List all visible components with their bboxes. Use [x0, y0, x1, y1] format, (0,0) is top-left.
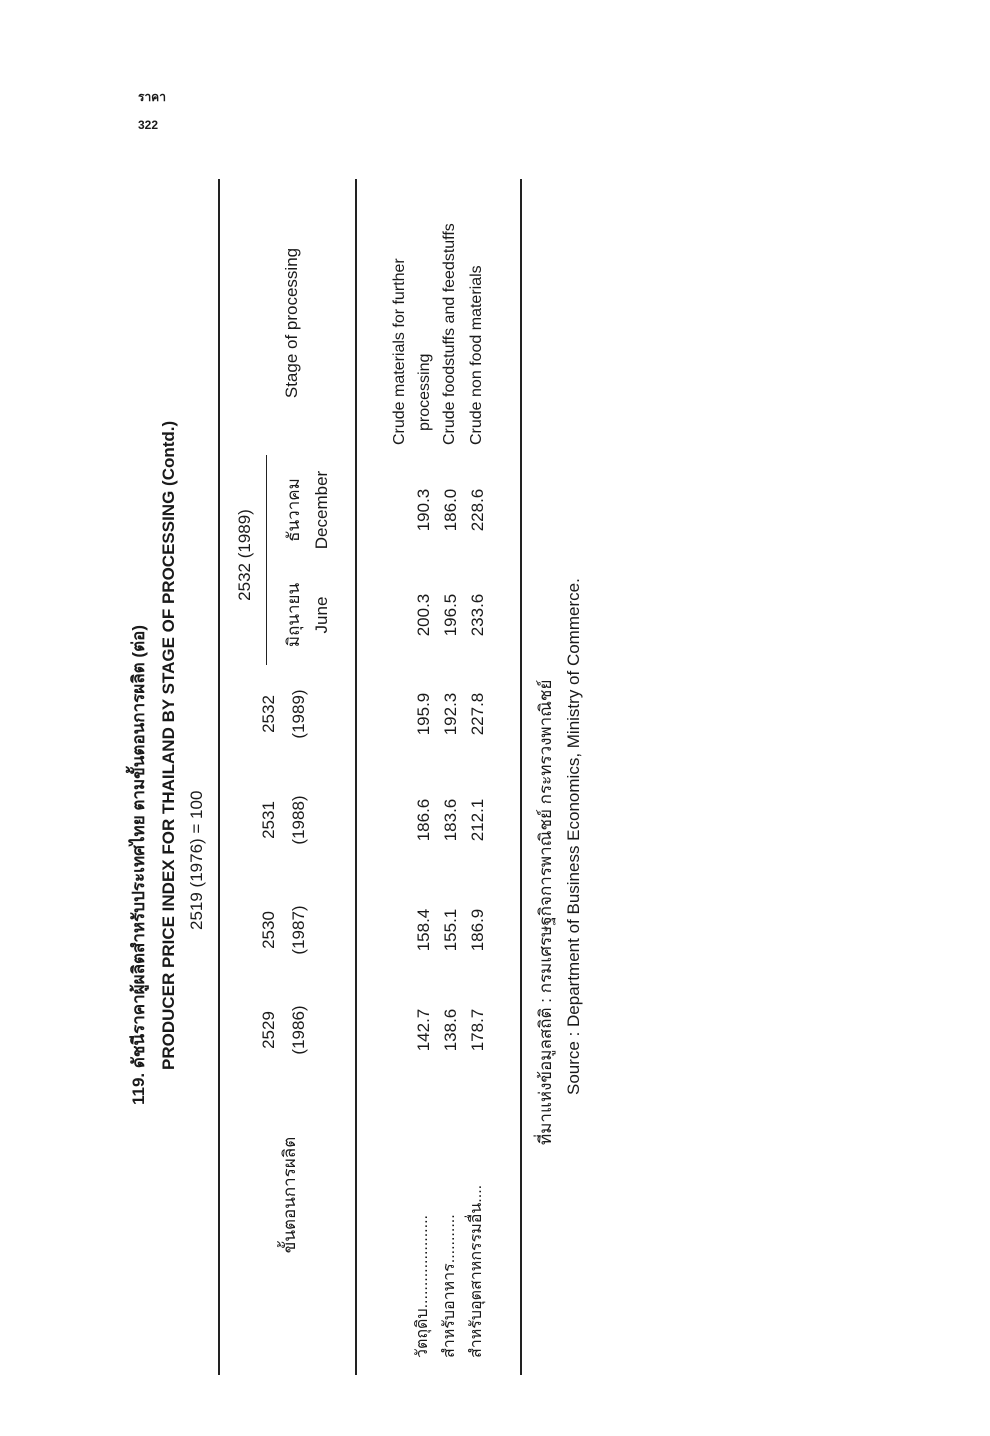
row-label-english: Crude materials for further [391, 258, 408, 445]
row-label-thai: สำหรับอาหาร........... [441, 1214, 458, 1358]
cell-value: 138.6 [441, 1008, 460, 1052]
source-thai: ที่มาแห่งข้อมูลสถิติ : กรมเศรษฐกิจการพาณิชย์ กระทรวงพาณิชย์ [536, 679, 555, 1145]
stub-header-english: Stage of processing [282, 247, 301, 399]
subcolumn-header-english: December [312, 470, 331, 550]
source-block [520, 139, 600, 1375]
cell-value: 233.6 [468, 593, 487, 637]
cell-value: 186.9 [468, 908, 487, 952]
bottom-rule [520, 179, 522, 1375]
page-number: 322 [138, 118, 159, 132]
group-header: 2532 (1989) [235, 509, 254, 601]
row-label-english: Crude non food materials [468, 265, 485, 445]
cell-value: 190.3 [414, 488, 433, 532]
cell-value: 200.3 [414, 593, 433, 637]
table-title-english: PRODUCER PRICE INDEX FOR THAILAND BY STAGE OF PROCESSING (Contd.) [159, 420, 178, 1070]
subcolumn-header-thai: ธันวาคม [284, 478, 303, 542]
column-header-year: 2530 [259, 911, 278, 949]
cell-value: 212.1 [468, 798, 487, 842]
top-rule [218, 179, 220, 1375]
source-english: Source : Department of Business Economics, Ministry of Commerce. [564, 578, 583, 1095]
cell-value: 155.1 [441, 908, 460, 952]
cell-value: 195.9 [414, 692, 433, 736]
group-header-rule [266, 455, 267, 665]
subcolumn-header-thai: มิถุนายน [284, 582, 303, 648]
row-label-thai: สำหรับอุตสาหกรรมอื่น.... [468, 1184, 485, 1358]
column-header-year-ce: (1987) [289, 905, 308, 955]
cell-value: 178.7 [468, 1008, 487, 1052]
table-title-thai: 119. ดัชนีราคาผู้ผลิตสำหรับประเทศไทย ตามขั้นตอนการผลิต (ต่อ) [129, 625, 148, 1105]
row-label-thai: วัตถุดิบ..................... [414, 1215, 431, 1358]
column-header-year-ce: (1989) [289, 689, 308, 739]
subcolumn-header-english: June [312, 596, 331, 634]
page-category: ราคา [138, 90, 166, 104]
row-label-english: Crude foodstuffs and feedstuffs [441, 223, 458, 445]
column-header-year-ce: (1986) [289, 1005, 308, 1055]
cell-value: 142.7 [414, 1008, 433, 1052]
cell-value: 158.4 [414, 908, 433, 952]
row-label-english-continued: processing [416, 353, 433, 431]
cell-value: 186.0 [441, 488, 460, 532]
cell-value: 192.3 [441, 692, 460, 736]
column-header-year-ce: (1988) [289, 795, 308, 845]
cell-value: 227.8 [468, 692, 487, 736]
rotated-table [120, 139, 530, 1375]
column-header-year: 2531 [259, 801, 278, 839]
header-rule [355, 179, 357, 1375]
cell-value: 186.6 [414, 798, 433, 842]
cell-value: 183.6 [441, 798, 460, 842]
column-header-year: 2532 [259, 695, 278, 733]
column-header-year: 2529 [259, 1011, 278, 1049]
cell-value: 196.5 [441, 593, 460, 637]
stub-header-thai: ขั้นตอนการผลิต [280, 1136, 299, 1254]
base-year: 2519 (1976) = 100 [187, 790, 206, 930]
cell-value: 228.6 [468, 488, 487, 532]
